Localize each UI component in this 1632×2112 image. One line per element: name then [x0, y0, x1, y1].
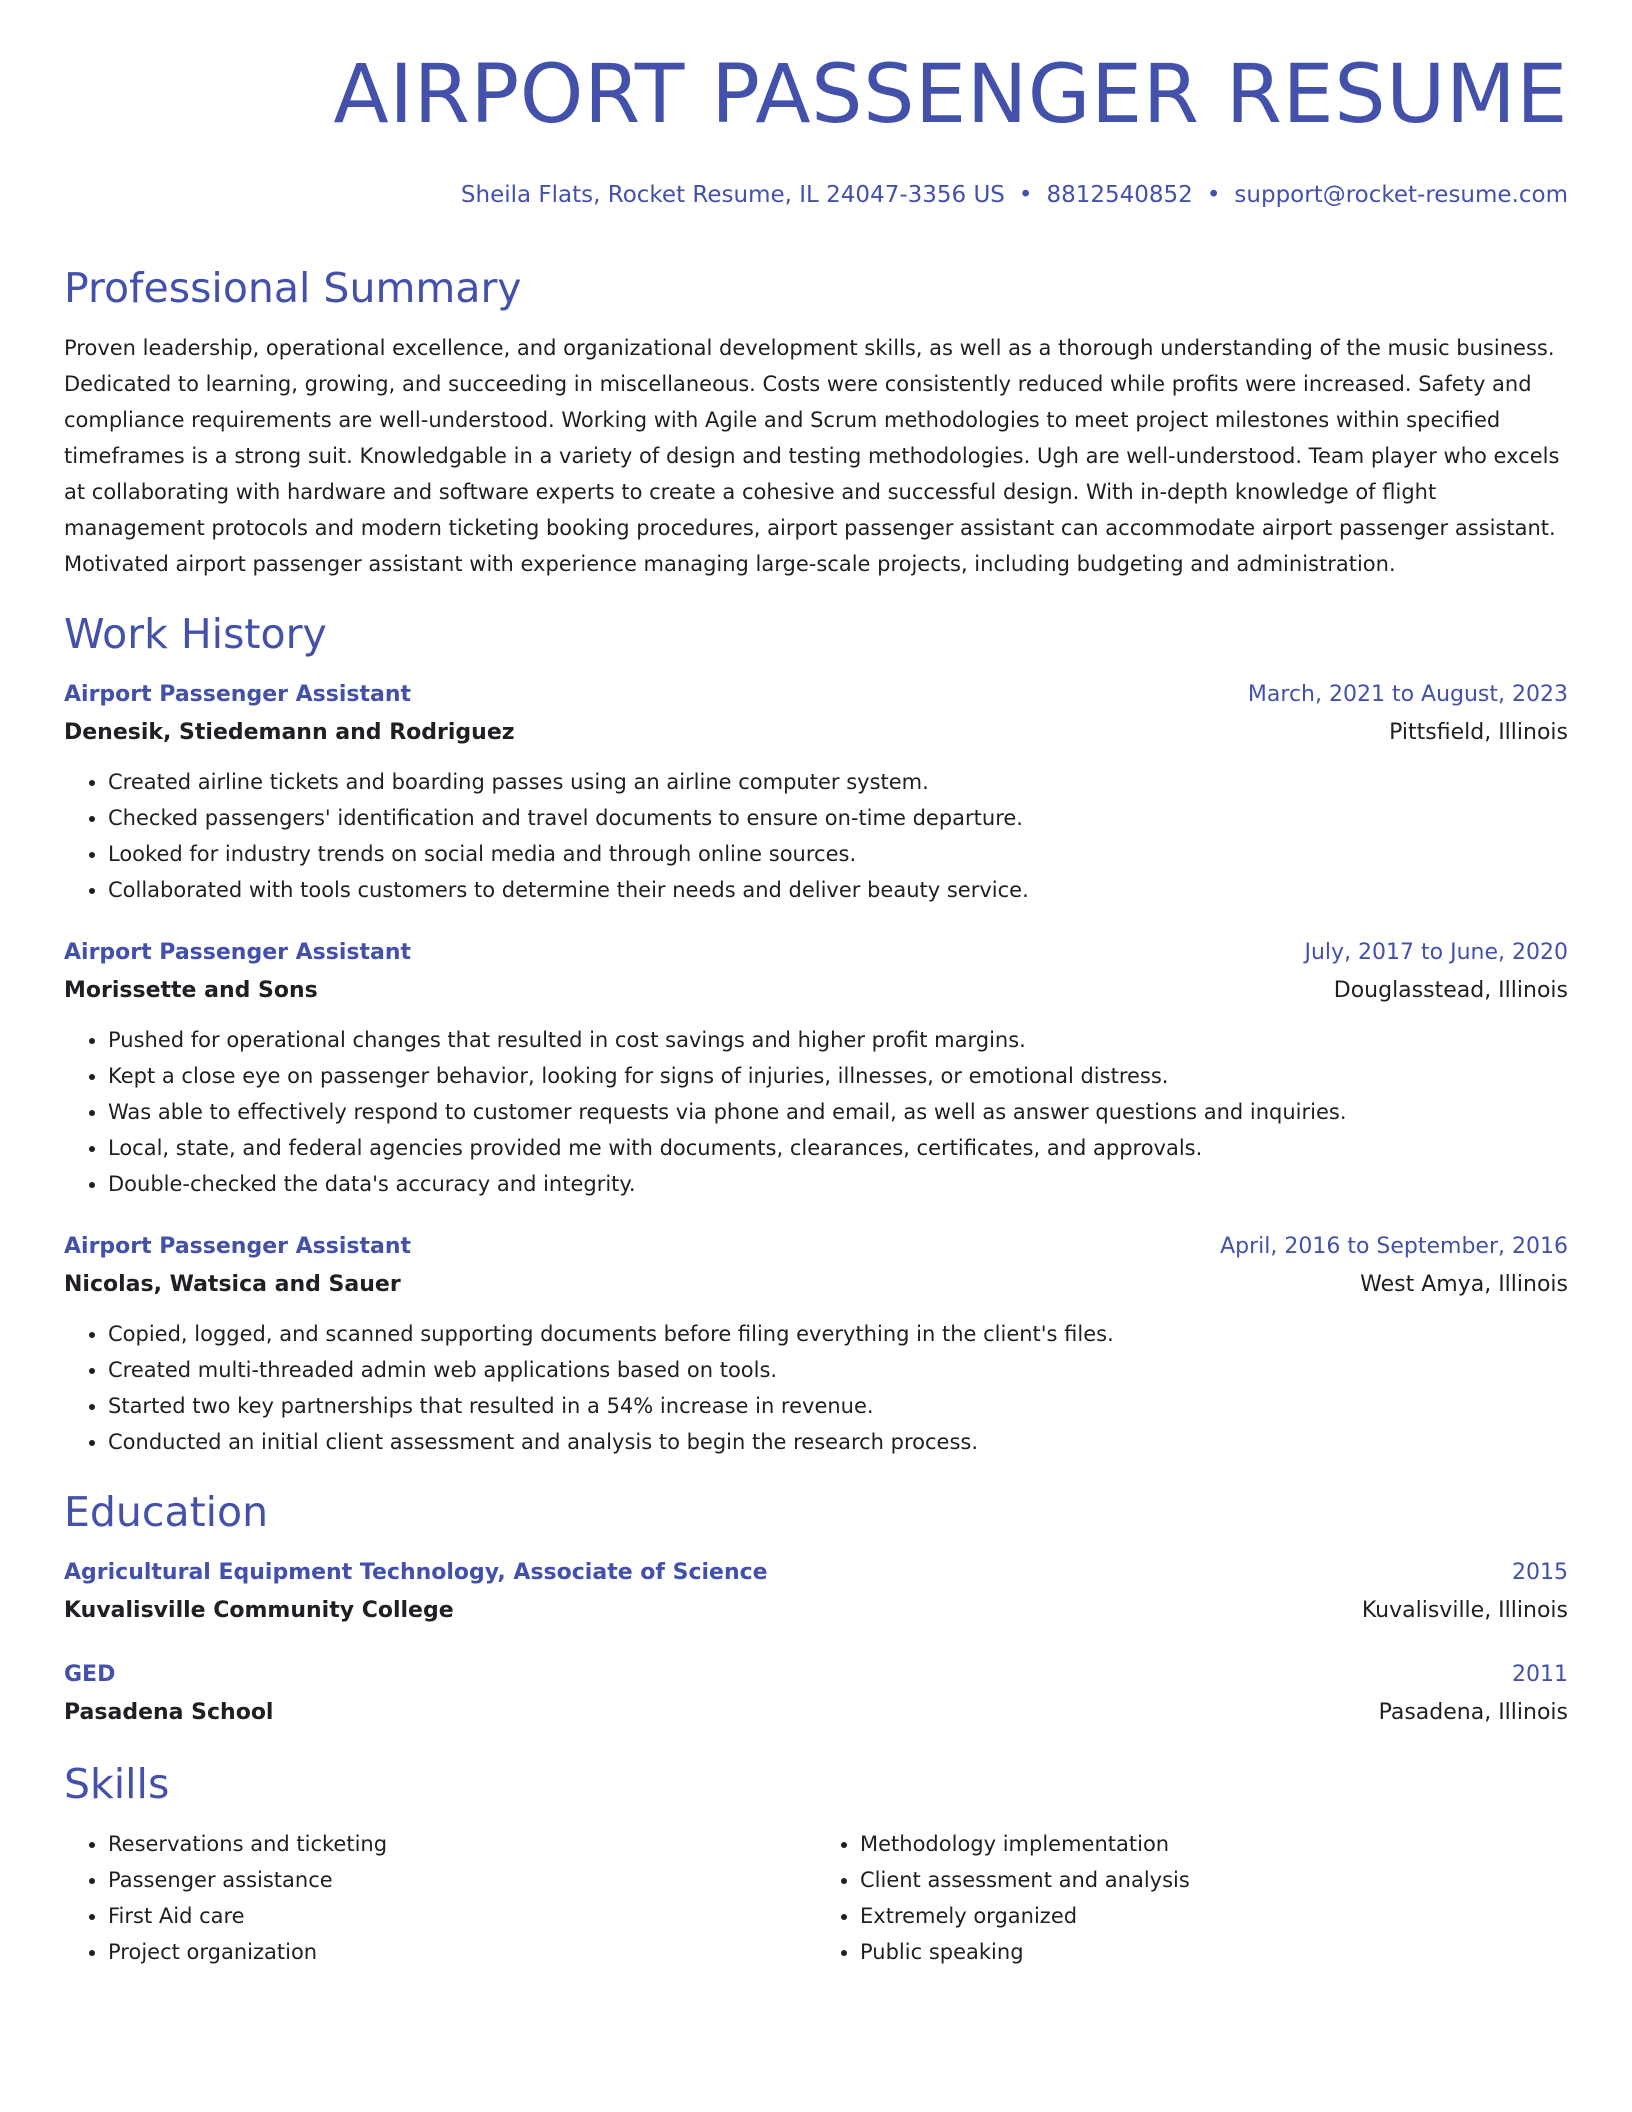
skill-item: • Reservations and ticketing: [108, 1826, 816, 1862]
job-dates: July, 2017 to June, 2020: [1304, 940, 1568, 965]
list-item: • Conducted an initial client assessment and analysis to begin the research process.: [108, 1424, 1568, 1460]
section-heading-summary: Professional Summary: [64, 264, 522, 312]
resume-page: [64, 0, 1568, 2112]
skill-item: • Passenger assistance: [108, 1862, 816, 1898]
education-degree: Agricultural Equipment Technology, Associate of Science: [64, 1560, 768, 1585]
summary-text: Proven leadership, operational excellence, and organizational development skills, as well as a thorough understanding of the music business. Dedicated to learning, growing, and succeeding in miscellaneous. Costs were consistently reduced while profits were increased. Safety and compliance requirements are well-understood. Working with Agile and Scrum methodologies to meet project milestones within specified timeframes is a strong suit. Knowledgable in a variety of design and testing methodologies. Ugh are well-understood. Team player who excels at collaborating with hardware and software experts to create a cohesive and successful design. With in-depth knowledge of flight management protocols and modern ticketing booking procedures, airport passenger assistant can accommodate airport passenger assistant. Motivated airport passenger assistant with experience managing large-scale projects, including budgeting and administration.: [64, 336, 1560, 576]
skill-item: • Client assessment and analysis: [860, 1862, 1568, 1898]
work-history-section: [64, 604, 1568, 1460]
job-entry: [64, 934, 1568, 1202]
job-dates: March, 2021 to August, 2023: [1247, 682, 1568, 707]
skills-column-left: [64, 1826, 816, 1970]
education-location: Pasadena, Illinois: [1378, 1700, 1568, 1725]
job-title: Airport Passenger Assistant: [64, 682, 412, 707]
section-heading-education: Education: [64, 1488, 269, 1536]
skill-item: • Extremely organized: [860, 1898, 1568, 1934]
job-dates: April, 2016 to September, 2016: [1220, 1234, 1568, 1259]
skills-column-right: [816, 1826, 1568, 1970]
skill-item: • Public speaking: [860, 1934, 1568, 1970]
list-item: • Started two key partnerships that resulted in a 54% increase in revenue.: [108, 1388, 1568, 1424]
job-entry: [64, 1228, 1568, 1460]
list-item: • Was able to effectively respond to customer requests via phone and email, as well as answer questions and inquiries.: [108, 1094, 1568, 1130]
skill-item: • First Aid care: [108, 1898, 816, 1934]
contact-line: [461, 182, 1568, 208]
job-bullets: [64, 1316, 1568, 1460]
job-title: Airport Passenger Assistant: [64, 940, 412, 965]
education-section: [64, 1482, 1568, 1732]
skills-section: [64, 1754, 1568, 1970]
section-heading-skills: Skills: [64, 1760, 170, 1808]
education-year: 2015: [1512, 1560, 1568, 1585]
contact-email: support@rocket-resume.com: [1234, 182, 1568, 208]
resume-title: AIRPORT PASSENGER RESUME: [333, 48, 1568, 142]
education-degree: GED: [64, 1662, 116, 1687]
skill-item: • Project organization: [108, 1934, 816, 1970]
skills-grid: [64, 1826, 1568, 1970]
list-item: • Kept a close eye on passenger behavior, looking for signs of injuries, illnesses, or emotional distress.: [108, 1058, 1568, 1094]
job-location: West Amya, Illinois: [1360, 1272, 1568, 1297]
resume-body: [64, 258, 1568, 1970]
list-item: • Copied, logged, and scanned supporting documents before filing everything in the client's files.: [108, 1316, 1568, 1352]
job-title: Airport Passenger Assistant: [64, 1234, 412, 1259]
list-item: • Created airline tickets and boarding passes using an airline computer system.: [108, 764, 1568, 800]
job-company: Denesik, Stiedemann and Rodriguez: [64, 720, 515, 745]
contact-separator: •: [1206, 182, 1221, 208]
section-heading-work-history: Work History: [64, 610, 327, 658]
job-bullets: [64, 764, 1568, 908]
list-item: • Created multi-threaded admin web applications based on tools.: [108, 1352, 1568, 1388]
job-company: Morissette and Sons: [64, 978, 318, 1003]
education-location: Kuvalisville, Illinois: [1361, 1598, 1568, 1623]
education-school: Pasadena School: [64, 1700, 274, 1725]
job-company: Nicolas, Watsica and Sauer: [64, 1272, 401, 1297]
skill-item: • Methodology implementation: [860, 1826, 1568, 1862]
list-item: • Looked for industry trends on social media and through online sources.: [108, 836, 1568, 872]
job-location: Douglasstead, Illinois: [1333, 978, 1568, 1003]
education-entry: [64, 1656, 1568, 1732]
list-item: • Local, state, and federal agencies provided me with documents, clearances, certificates, and approvals.: [108, 1130, 1568, 1166]
job-location: Pittsfield, Illinois: [1389, 720, 1568, 745]
education-school: Kuvalisville Community College: [64, 1598, 454, 1623]
list-item: • Pushed for operational changes that resulted in cost savings and higher profit margins.: [108, 1022, 1568, 1058]
list-item: • Double-checked the data's accuracy and integrity.: [108, 1166, 1568, 1202]
summary-section: [64, 258, 1568, 582]
education-entry: [64, 1554, 1568, 1630]
job-bullets: [64, 1022, 1568, 1202]
education-year: 2011: [1512, 1662, 1568, 1687]
contact-separator: •: [1018, 182, 1033, 208]
job-entry: [64, 676, 1568, 908]
contact-address: Sheila Flats, Rocket Resume, IL 24047-3356 US: [460, 182, 1005, 208]
contact-phone: 8812540852: [1046, 182, 1193, 208]
list-item: • Collaborated with tools customers to determine their needs and deliver beauty service.: [108, 872, 1568, 908]
list-item: • Checked passengers' identification and travel documents to ensure on-time departure.: [108, 800, 1568, 836]
